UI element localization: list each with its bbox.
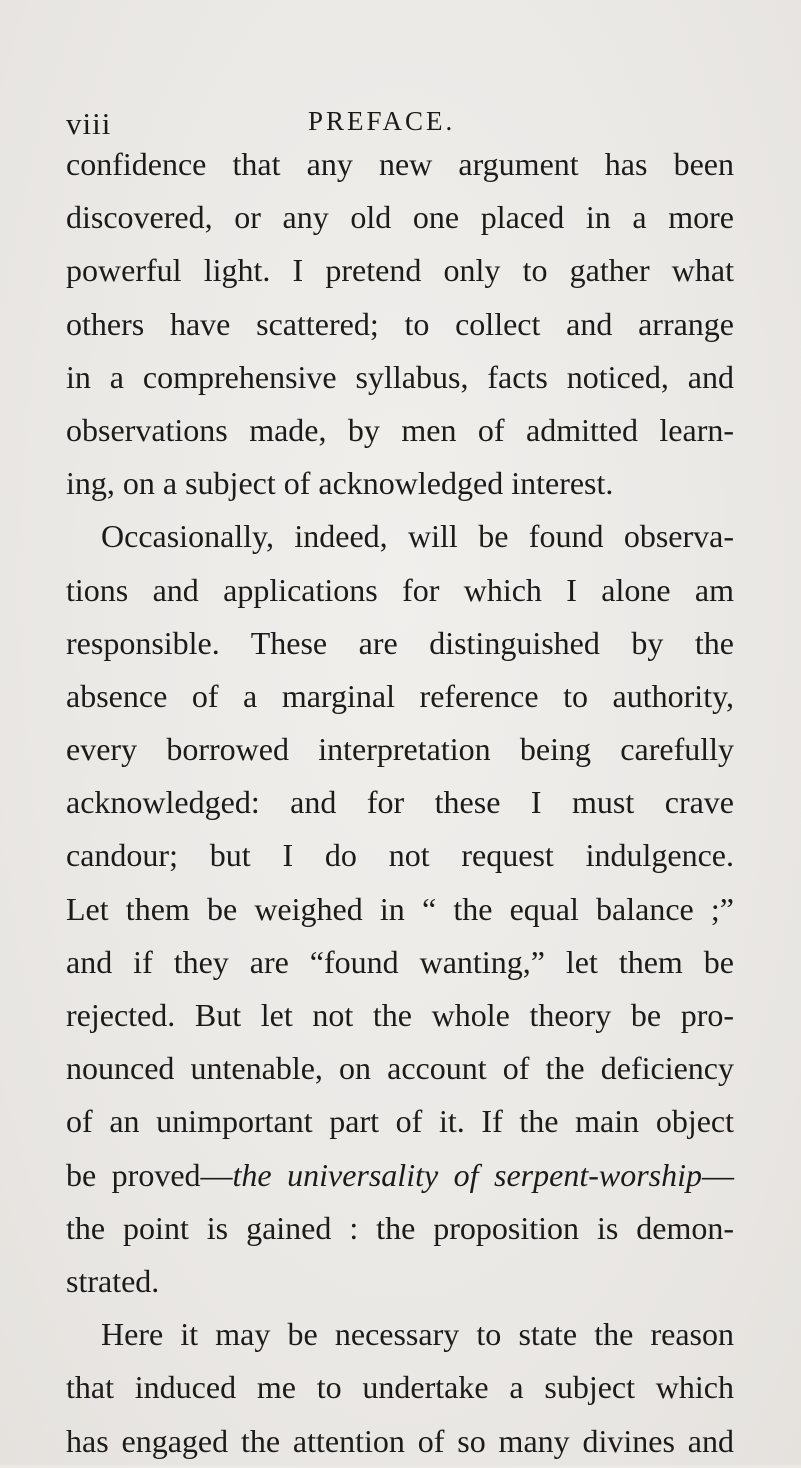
text-line: nounced untenable, on account of the deficiency <box>66 1050 734 1087</box>
text-line: every borrowed interpretation being carefully <box>66 731 734 768</box>
text-line: rejected. But let not the whole theory be pro- <box>66 997 734 1033</box>
text-line: in a comprehensive syllabus, facts noticed, and <box>66 358 734 395</box>
text-line: of an unimportant part of it. If the main object <box>66 1103 734 1140</box>
text-line-with-italic <box>66 1149 734 1202</box>
paragraph-start-line: Here it may be necessary to state the reason <box>101 1316 734 1353</box>
text-line: others have scattered; to collect and arrange <box>66 305 734 342</box>
text-line: observations made, by men of admitted learn- <box>66 411 734 448</box>
text-line: that induced me to undertake a subject which <box>66 1369 734 1406</box>
paragraph-start-line: Occasionally, indeed, will be found observa- <box>101 518 734 555</box>
text-line: confidence that any new argument has been <box>66 146 734 182</box>
line-segment: be proved— <box>66 1156 233 1193</box>
text-line: the point is gained : the proposition is demon- <box>66 1209 734 1246</box>
text-line: acknowledged: and for these I must crave <box>66 784 734 821</box>
line-segment: — <box>702 1156 734 1193</box>
page-number: viii <box>66 106 112 141</box>
text-line: candour; but I do not request indulgence. <box>66 837 734 874</box>
text-line: and if they are “found wanting,” let them be <box>66 943 734 980</box>
text-line: discovered, or any old one placed in a more <box>66 199 734 236</box>
italic-phrase: the universality of serpent-worship <box>232 1156 702 1193</box>
running-title: PREFACE. <box>308 106 456 136</box>
text-line: responsible. These are distinguished by the <box>66 624 734 661</box>
paragraph-end-line: strated. <box>66 1262 160 1299</box>
text-line: has engaged the attention of so many divines and <box>66 1422 734 1459</box>
paragraph-end-line: ing, on a subject of acknowledged interest. <box>66 465 614 502</box>
text-line: absence of a marginal reference to authority, <box>66 677 734 714</box>
text-line: powerful light. I pretend only to gather what <box>66 252 734 289</box>
body-text <box>66 138 734 1468</box>
text-line: tions and applications for which I alone am <box>66 571 734 608</box>
text-line: Let them be weighed in “ the equal balance ;” <box>66 890 734 927</box>
